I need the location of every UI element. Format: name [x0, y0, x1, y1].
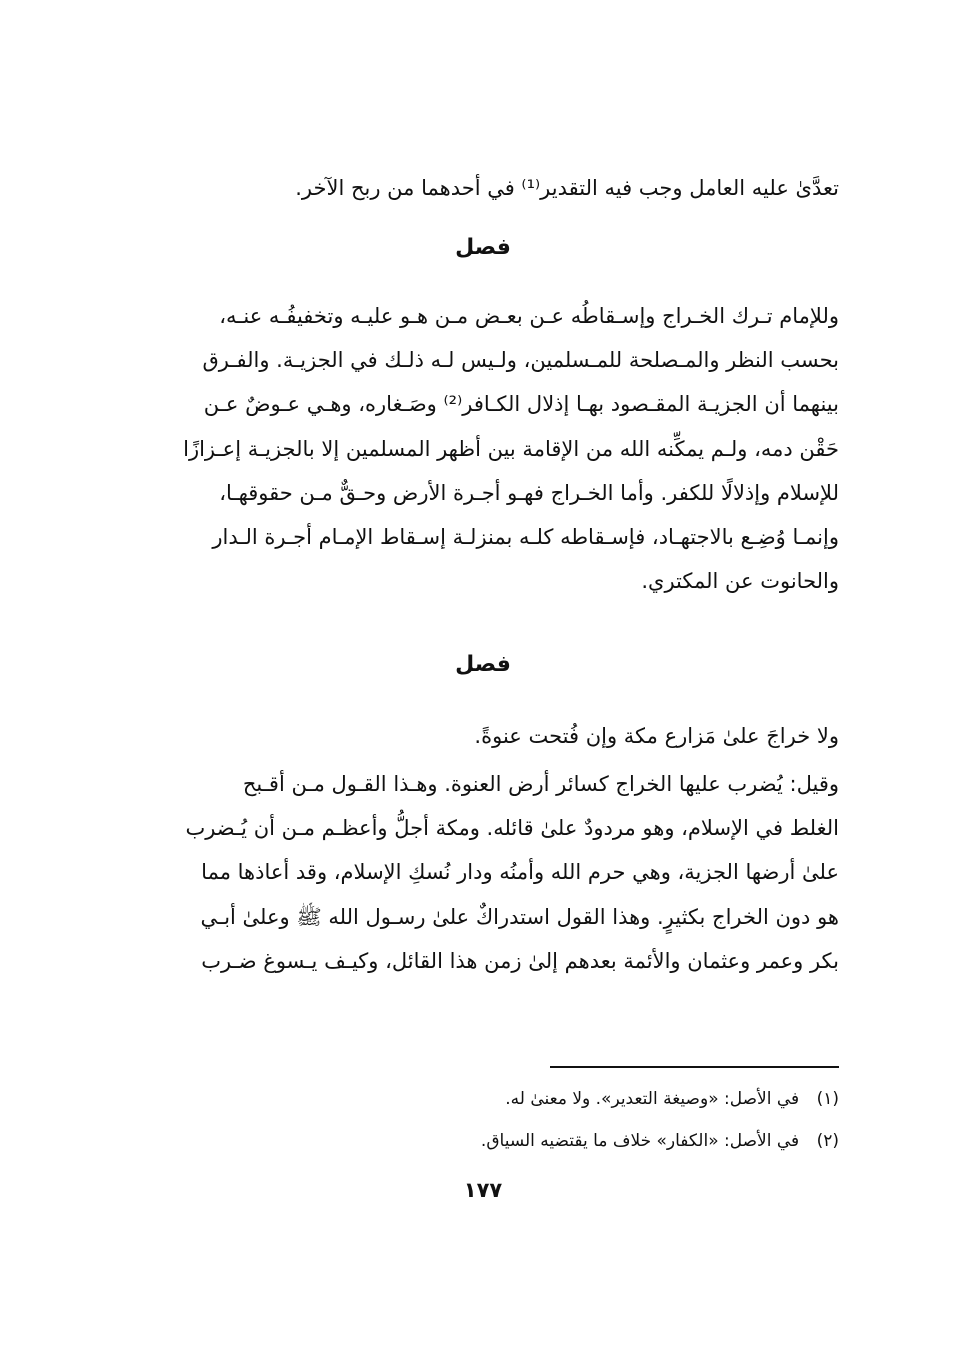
footnote-text: في الأصل: «وصيغة التعدير». ولا معنىٰ له.	[505, 1089, 800, 1109]
page-number: ١٧٧	[463, 1178, 503, 1202]
paragraph-imam-kharaj	[127, 294, 839, 603]
footnote-number: (٢)	[816, 1131, 839, 1151]
footnote-number: (١)	[816, 1089, 839, 1109]
text-line: تعدَّىٰ عليه العامل وجب فيه التقدير⁽¹⁾ في أحدهما من ربح الآخر.	[295, 176, 839, 200]
text-line: ولا خراجَ علىٰ مَزارع مكة وإن فُتحت عنوةً.	[474, 724, 839, 748]
text-line: بينهما أن الجزيـة المقـصود بهـا إذلال الكـافر⁽²⁾ وصَـغاره، وهـي عـوضٌ عـن	[203, 392, 839, 417]
text-line: وقيل: يُضرب عليها الخراج كسائر أرض العنوة. وهـذا القـول مـن أقـبح	[242, 772, 839, 796]
paragraph-refutation	[127, 762, 839, 983]
text-line: وإنمـا وُضِـع بالاجتهـاد، فإسـقاطه كلـه بمنزلـة إسـقاط الإمـام أجـرة الـدار	[212, 524, 839, 549]
footnote	[127, 1120, 839, 1162]
footnotes	[127, 1078, 839, 1162]
paragraph-continuation	[127, 166, 839, 210]
footnote-divider	[550, 1066, 839, 1068]
section-heading: فصل	[455, 652, 511, 677]
text-line: حَقْن دمه، ولـم يمكِّنه الله من الإقامة بين أظهر المسلمين إلا بالجزيـة إعـزازًا	[183, 436, 839, 461]
text-line: علىٰ أرضها الجزية، وهي حرم الله وأمنُه ودار نُسكِ الإسلام، وقد أعاذها مما	[201, 860, 839, 885]
paragraph-mecca-rule	[127, 714, 839, 758]
text-line: بحسب النظر والمـصلحة للمـسلمين، ولـيس لـه ذلـك في الجزيـة. والفـرق	[202, 348, 839, 373]
text-line: للإسلام وإذلالًا للكفر. وأما الخـراج فهـو أجـرة الأرض وحـقٌّ مـن حقوقهـا،	[219, 480, 839, 505]
footnote-text: في الأصل: «الكفار» خلاف ما يقتضيه السياق.	[480, 1131, 800, 1151]
text-line: والحانوت عن المكتري.	[641, 569, 839, 594]
text-line: هو دون الخراج بكثيرٍ. وهذا القول استدراكٌ علىٰ رسـول الله ﷺ وعلىٰ أبـي	[200, 904, 839, 929]
text-line: الغلط في الإسلام، وهو مردودٌ علىٰ قائله. ومكة أجلُّ وأعظـم مـن أن يُـضرب	[185, 816, 839, 841]
text-line: وللإمام تـرك الخـراج وإسـقاطُه عـن بعـض مـن هـو عليـه وتخفيفُـه عنـه،	[219, 304, 839, 328]
footnote	[127, 1078, 839, 1120]
section-heading: فصل	[455, 235, 511, 260]
text-line: بكر وعمر وعثمان والأئمة بعدهم إلىٰ زمن هذا القائل، وكيـف يـسوغ ضـرب	[201, 948, 839, 973]
